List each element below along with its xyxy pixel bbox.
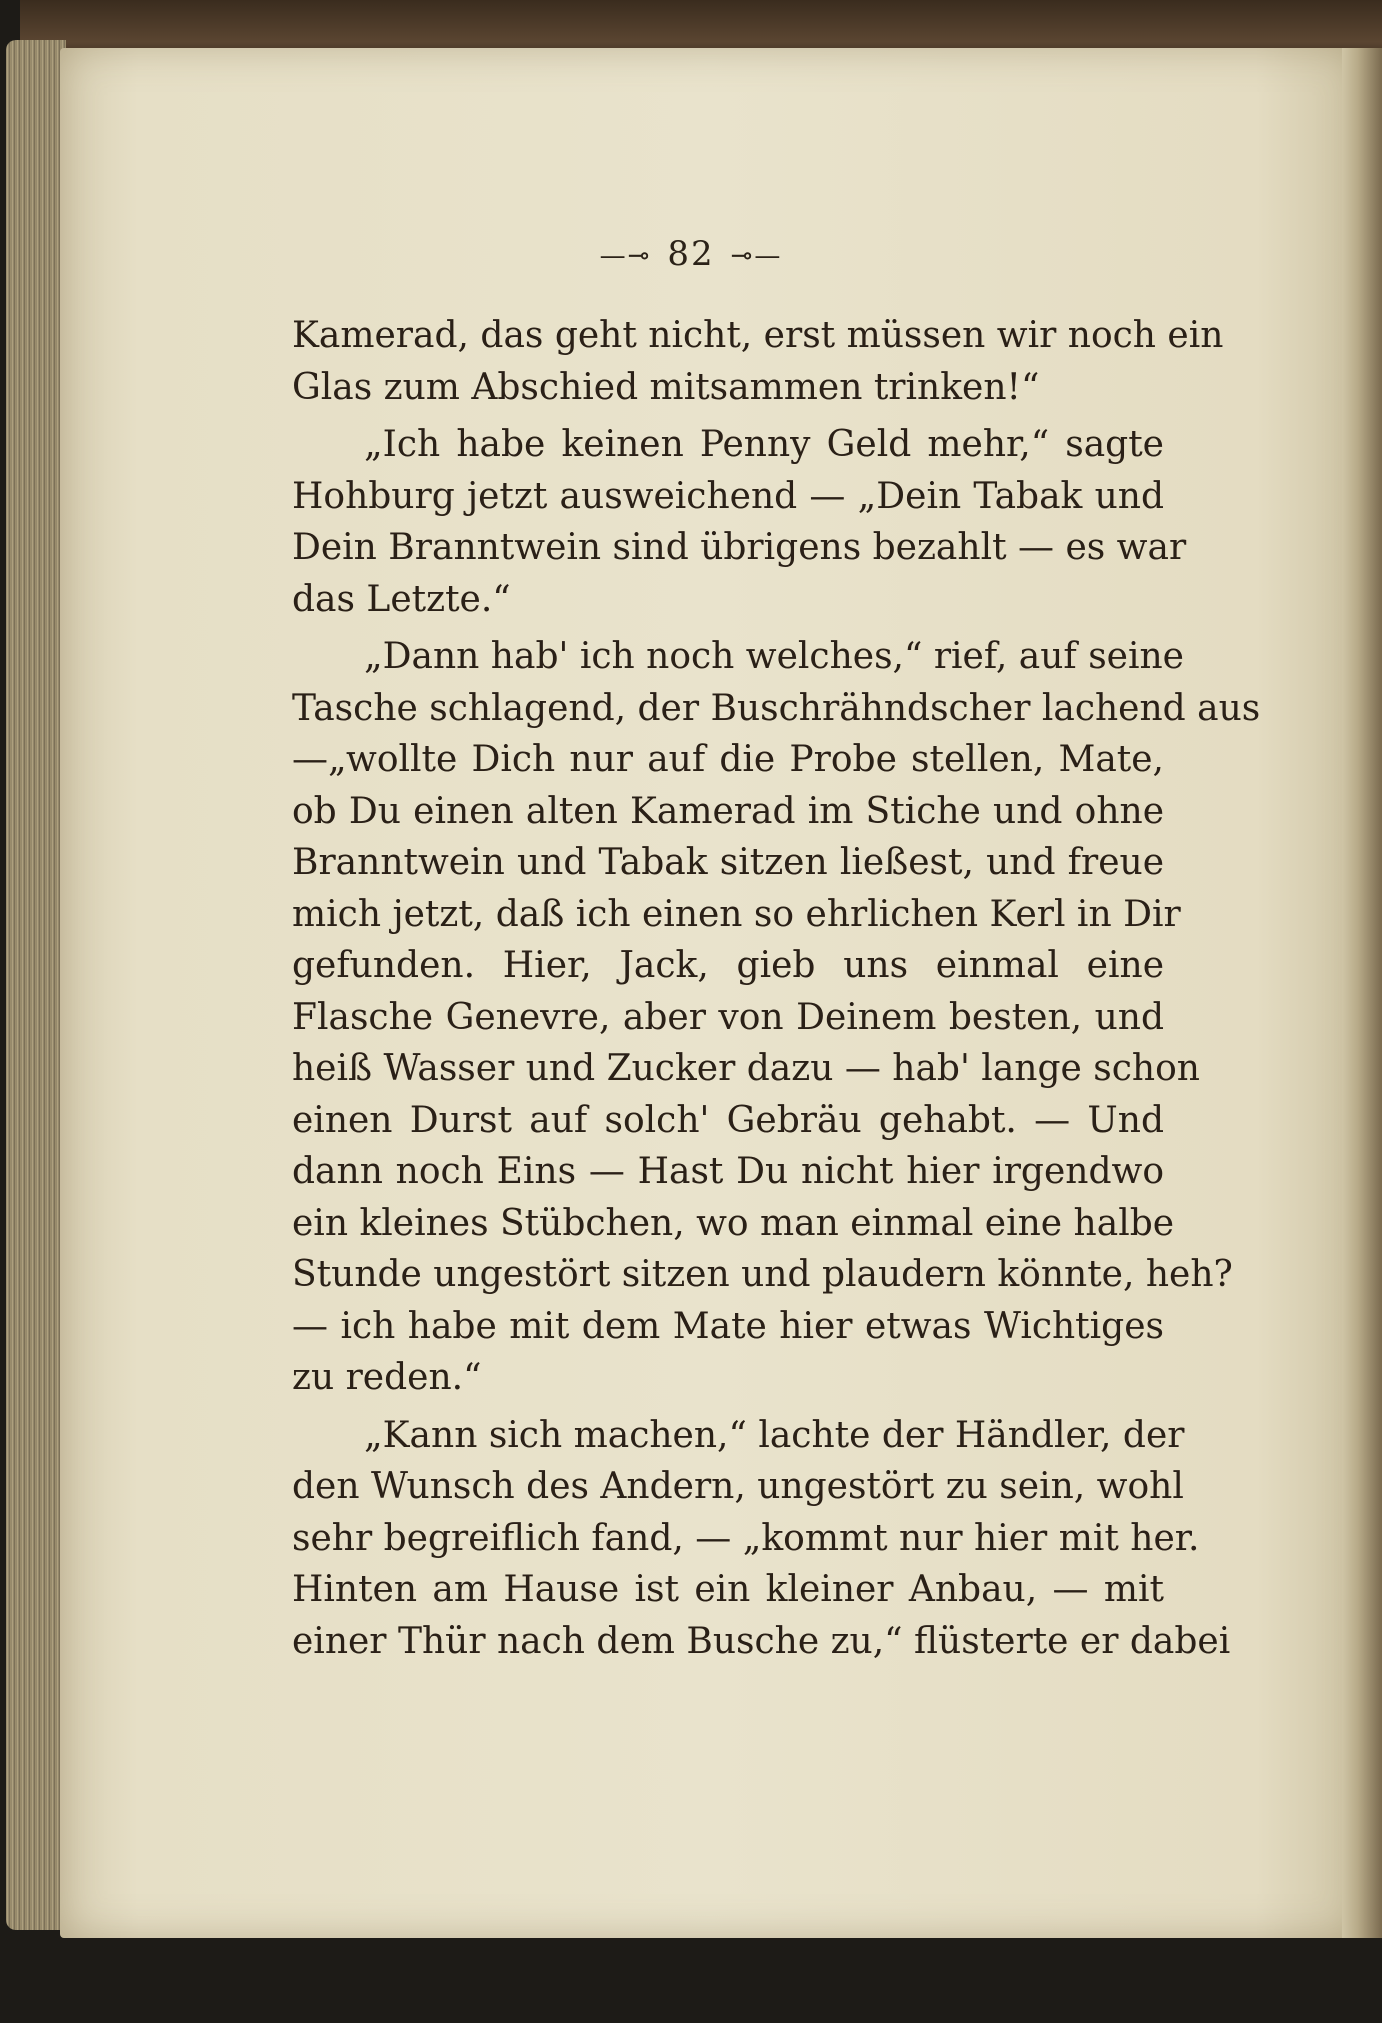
text-line: gefunden. Hier, Jack, gieb uns einmal eine [292,945,1164,986]
paragraph [292,1410,1231,1668]
text-line: einen Durst auf solch' Gebräu gehabt. — Und [292,1099,1164,1141]
paragraph [292,631,1261,1404]
text-line: — ich habe mit dem Mate hier etwas Wichtiges [292,1305,1164,1347]
text-line: sehr begreiflich fand, — „kommt nur hier mit her. [292,1517,1200,1559]
text-line: Stunde ungestört sitzen und plaudern könnte, heh? [292,1254,1233,1295]
text-line: mich jetzt, daß ich einen so ehrlichen Kerl in Dir [292,893,1181,935]
ornament-right-icon: ⊸— [730,241,783,271]
text-line: Tasche schlagend, der Buschrähndscher lachend aus [292,687,1261,729]
text-line: Kamerad, das geht nicht, erst müssen wir noch ein [292,315,1224,356]
text-line: Hohburg jetzt ausweichend — „Dein Tabak und [292,475,1164,517]
text-line: „Dann hab' ich noch welches,“ rief, auf seine [364,636,1184,677]
text-line: ein kleines Stübchen, wo man einmal eine halbe [292,1202,1175,1244]
page-gutter-edge [1342,48,1382,1938]
text-line: Branntwein und Tabak sitzen ließest, und freue [292,842,1164,883]
text-line: den Wunsch des Andern, ungestört zu sein, wohl [292,1466,1184,1507]
text-line: heiß Wasser und Zucker dazu — hab' lange schon [292,1048,1200,1089]
text-line: „Kann sich machen,“ lachte der Händler, der [364,1414,1185,1456]
text-line: Hinten am Hause ist ein kleiner Anbau, — mit [292,1569,1164,1610]
paragraph [292,419,1187,625]
text-line: das Letzte.“ [292,578,511,620]
text-line: ob Du einen alten Kamerad im Stiche und ohne [292,790,1164,832]
text-line: —„wollte Dich nur auf die Probe stellen, Mate, [292,739,1164,780]
text-line: einer Thür nach dem Busche zu,“ flüsterte er dabei [292,1620,1231,1662]
text-line: Glas zum Abschied mitsammen trinken!“ [292,366,1040,408]
page-number: 82 [667,234,715,274]
text-line: zu reden.“ [292,1357,482,1398]
page-header [0,234,1382,274]
page-stack-edges [6,40,66,1930]
paragraph [292,310,1224,413]
text-line: Flasche Genevre, aber von Deinem besten, und [292,996,1164,1038]
ornament-left-icon: —⊸ [599,241,652,271]
body-text [292,310,1261,1667]
text-line: dann noch Eins — Hast Du nicht hier irgendwo [292,1151,1164,1192]
text-line: Dein Branntwein sind übrigens bezahlt — es war [292,527,1187,568]
text-line: „Ich habe keinen Penny Geld mehr,“ sagte [364,424,1164,465]
